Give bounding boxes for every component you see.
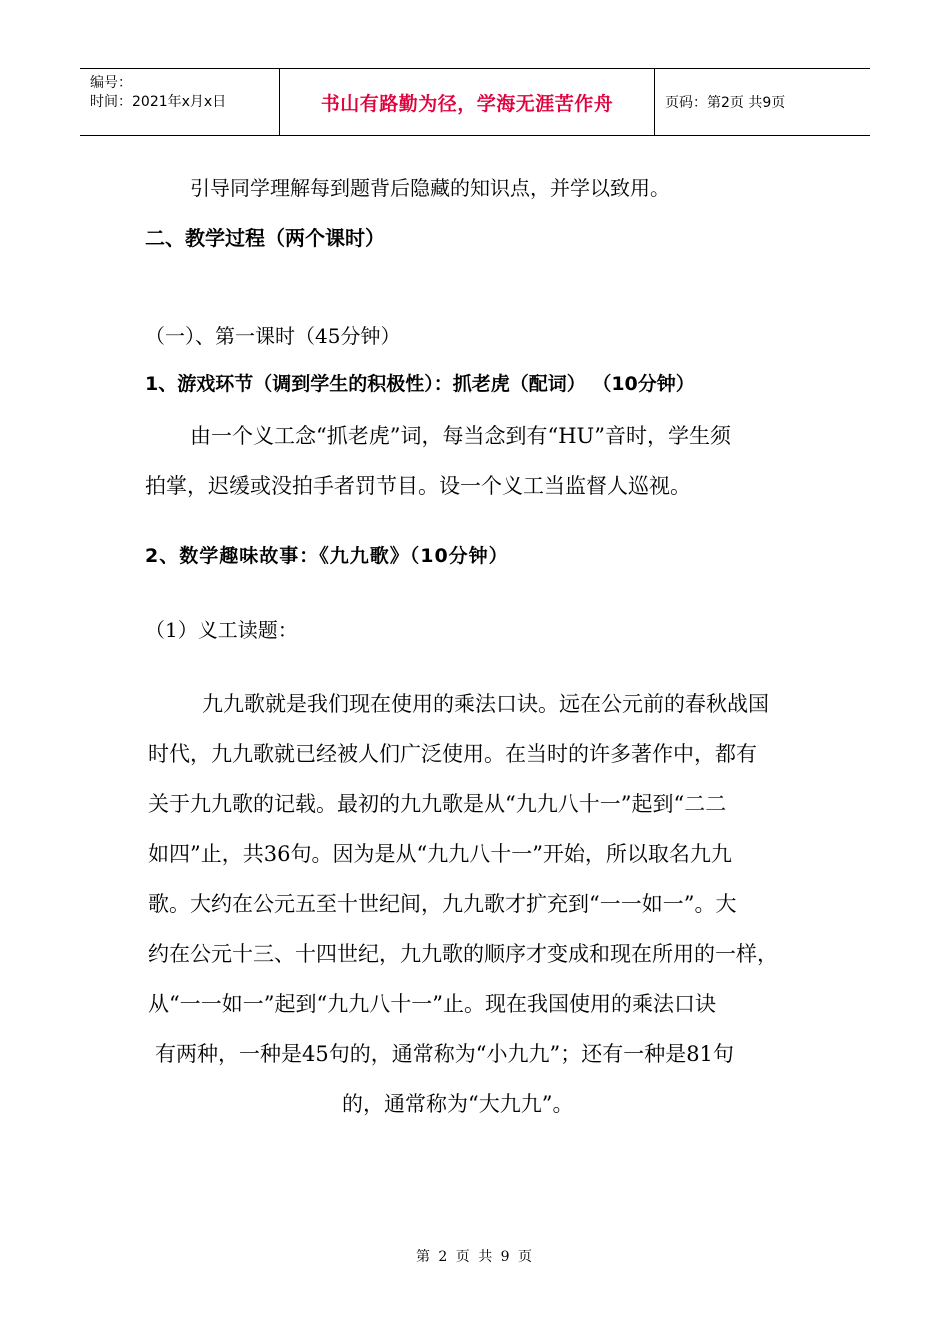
story-line: 从“一一如一”起到“九九八十一”止。现在我国使用的乘法口诀 — [148, 992, 716, 1016]
section-title: 二、教学过程（两个课时） — [145, 226, 385, 250]
number-label: 编号： — [90, 75, 132, 91]
time-label: 时间：2021年x月x日 — [90, 94, 227, 110]
item1-para-line2: 拍掌，迟缓或没拍手者罚节目。设一个义工当监督人巡视。 — [145, 474, 691, 498]
story-line: 时代，九九歌就已经被人们广泛使用。在当时的许多著作中，都有 — [148, 742, 757, 766]
story-line: 的，通常称为“大九九”。 — [342, 1092, 574, 1116]
intro-text: 引导同学理解每到题背后隐藏的知识点，并学以致用。 — [190, 176, 670, 200]
story-line: 九九歌就是我们现在使用的乘法口诀。远在公元前的春秋战国 — [202, 692, 769, 716]
header-meta — [80, 69, 280, 135]
item2-title: 2、数学趣味故事：《九九歌》（10分钟） — [145, 545, 509, 567]
story-line: 歌。大约在公元五至十世纪间，九九歌才扩充到“一一如一”。大 — [148, 892, 737, 916]
header-page-info: 页码：第2页 共9页 — [665, 95, 786, 111]
story-line: 如四”止，共36句。因为是从“九九八十一”开始，所以取名九九 — [148, 842, 732, 866]
item1-title: 1、游戏环节（调到学生的积极性）：抓老虎（配词） （10分钟） — [145, 373, 695, 395]
document-header — [80, 68, 870, 136]
page-footer: 第 2 页 共 9 页 — [415, 1249, 535, 1265]
item1-para-line1: 由一个义工念“抓老虎”词，每当念到有“HU”音时，学生须 — [190, 424, 731, 448]
story-line: 有两种，一种是45句的，通常称为“小九九”；还有一种是81句 — [155, 1042, 734, 1066]
story-line: 关于九九歌的记载。最初的九九歌是从“九九八十一”起到“二二 — [148, 792, 727, 816]
item2-subtitle: （1）义工读题： — [145, 618, 298, 642]
story-line: 约在公元十三、十四世纪，九九歌的顺序才变成和现在所用的一样， — [148, 942, 778, 966]
lesson1-title: （一）、第一课时（45分钟） — [145, 324, 401, 348]
header-motto: 书山有路勤为径，学海无涯苦作舟 — [280, 69, 655, 135]
